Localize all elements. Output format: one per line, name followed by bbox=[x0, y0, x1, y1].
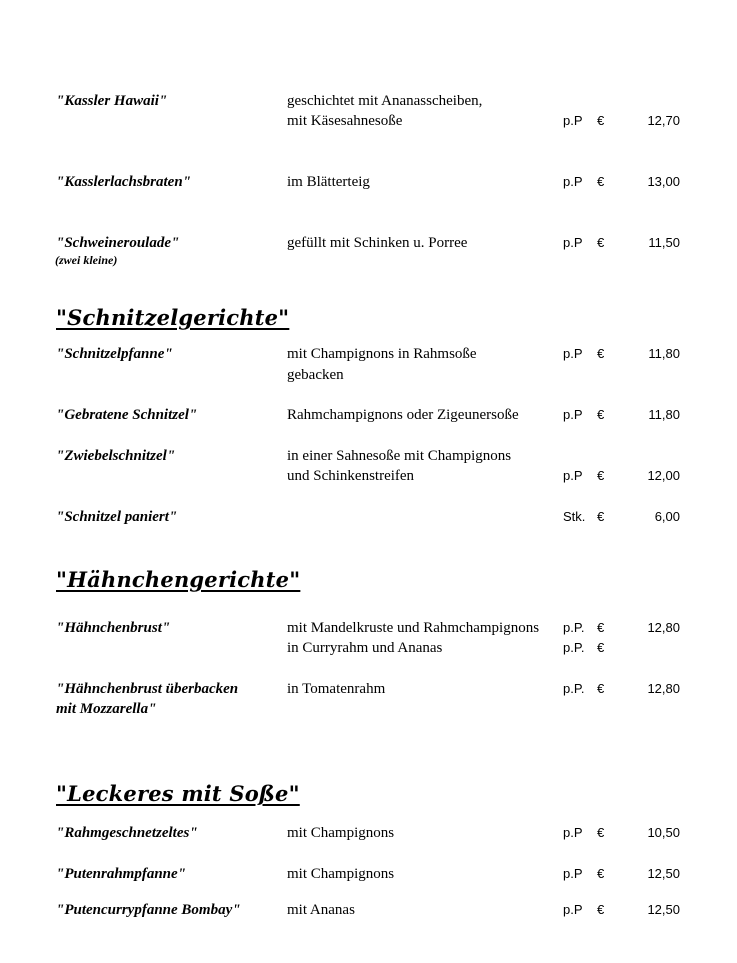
section-heading: "Leckeres mit Soße" bbox=[56, 781, 300, 806]
price-unit: p.P. bbox=[563, 640, 585, 655]
dish-description: mit Champignons bbox=[287, 866, 395, 882]
price-unit: p.P bbox=[563, 468, 583, 483]
price-unit: p.P bbox=[563, 825, 583, 840]
price-unit: p.P. bbox=[563, 620, 585, 635]
currency-symbol: € bbox=[597, 113, 605, 128]
dish-price: 11,80 bbox=[648, 407, 680, 422]
dish-description: mit Käsesahnesoße bbox=[287, 113, 403, 129]
price-unit: p.P bbox=[563, 346, 583, 361]
dish-price: 13,00 bbox=[647, 174, 680, 189]
dish-name: "Schnitzelpfanne" bbox=[56, 346, 173, 362]
dish-description: geschichtet mit Ananasscheiben, bbox=[287, 93, 483, 109]
dish-name: "Hähnchenbrust" bbox=[56, 620, 171, 636]
currency-symbol: € bbox=[597, 174, 605, 189]
dish-description: Rahmchampignons oder Zigeunersoße bbox=[287, 407, 519, 423]
dish-name: "Putencurrypfanne Bombay" bbox=[56, 902, 241, 918]
currency-symbol: € bbox=[597, 866, 605, 881]
dish-price: 12,80 bbox=[647, 681, 680, 696]
currency-symbol: € bbox=[597, 825, 605, 840]
price-unit: p.P bbox=[563, 902, 583, 917]
dish-description: mit Champignons bbox=[287, 825, 395, 841]
dish-price: 11,80 bbox=[648, 346, 680, 361]
dish-description: in Curryrahm und Ananas bbox=[287, 640, 443, 656]
section-heading: "Schnitzelgerichte" bbox=[56, 305, 290, 330]
dish-description: in Tomatenrahm bbox=[287, 681, 386, 697]
dish-name: "Schweineroulade" bbox=[56, 235, 180, 251]
dish-description: mit Champignons in Rahmsoße bbox=[287, 346, 477, 362]
dish-description: mit Mandelkruste und Rahmchampignons bbox=[287, 620, 540, 636]
price-unit: p.P bbox=[563, 407, 583, 422]
dish-price: 12,00 bbox=[647, 468, 680, 483]
dish-price: 6,00 bbox=[654, 509, 680, 524]
dish-description: gefüllt mit Schinken u. Porree bbox=[287, 235, 468, 251]
currency-symbol: € bbox=[597, 468, 605, 483]
dish-price: 12,70 bbox=[647, 113, 680, 128]
currency-symbol: € bbox=[597, 681, 605, 696]
price-unit: p.P bbox=[563, 113, 583, 128]
currency-symbol: € bbox=[597, 235, 605, 250]
price-unit: p.P bbox=[563, 866, 583, 881]
dish-description: und Schinkenstreifen bbox=[287, 468, 415, 484]
dish-description: gebacken bbox=[287, 367, 344, 383]
dish-description: in einer Sahnesoße mit Champignons bbox=[287, 448, 512, 464]
dish-name-continued: mit Mozzarella" bbox=[56, 701, 157, 717]
dish-price: 12,50 bbox=[647, 866, 680, 881]
dish-price: 10,50 bbox=[647, 825, 680, 840]
dish-price: 12,80 bbox=[647, 620, 680, 635]
currency-symbol: € bbox=[597, 509, 605, 524]
price-unit: p.P bbox=[563, 174, 583, 189]
dish-subnote: (zwei kleine) bbox=[55, 253, 118, 267]
price-unit: Stk. bbox=[563, 509, 586, 524]
currency-symbol: € bbox=[597, 407, 605, 422]
dish-name: "Kasslerlachsbraten" bbox=[56, 174, 192, 190]
dish-description: mit Ananas bbox=[287, 902, 355, 918]
currency-symbol: € bbox=[597, 902, 605, 917]
currency-symbol: € bbox=[597, 620, 605, 635]
currency-symbol: € bbox=[597, 346, 605, 361]
dish-description: im Blätterteig bbox=[287, 174, 370, 190]
dish-name: "Putenrahmpfanne" bbox=[56, 866, 187, 882]
price-unit: p.P. bbox=[563, 681, 585, 696]
dish-name: "Zwiebelschnitzel" bbox=[56, 448, 176, 464]
dish-price: 12,50 bbox=[647, 902, 680, 917]
price-unit: p.P bbox=[563, 235, 583, 250]
dish-name: "Schnitzel paniert" bbox=[56, 509, 178, 525]
dish-price: 11,50 bbox=[648, 235, 680, 250]
currency-symbol: € bbox=[597, 640, 605, 655]
dish-name: "Hähnchenbrust überbacken bbox=[56, 681, 239, 697]
dish-name: "Gebratene Schnitzel" bbox=[56, 407, 198, 423]
section-heading: "Hähnchengerichte" bbox=[56, 567, 301, 592]
dish-name: "Rahmgeschnetzeltes" bbox=[56, 825, 198, 841]
dish-name: "Kassler Hawaii" bbox=[56, 93, 168, 109]
